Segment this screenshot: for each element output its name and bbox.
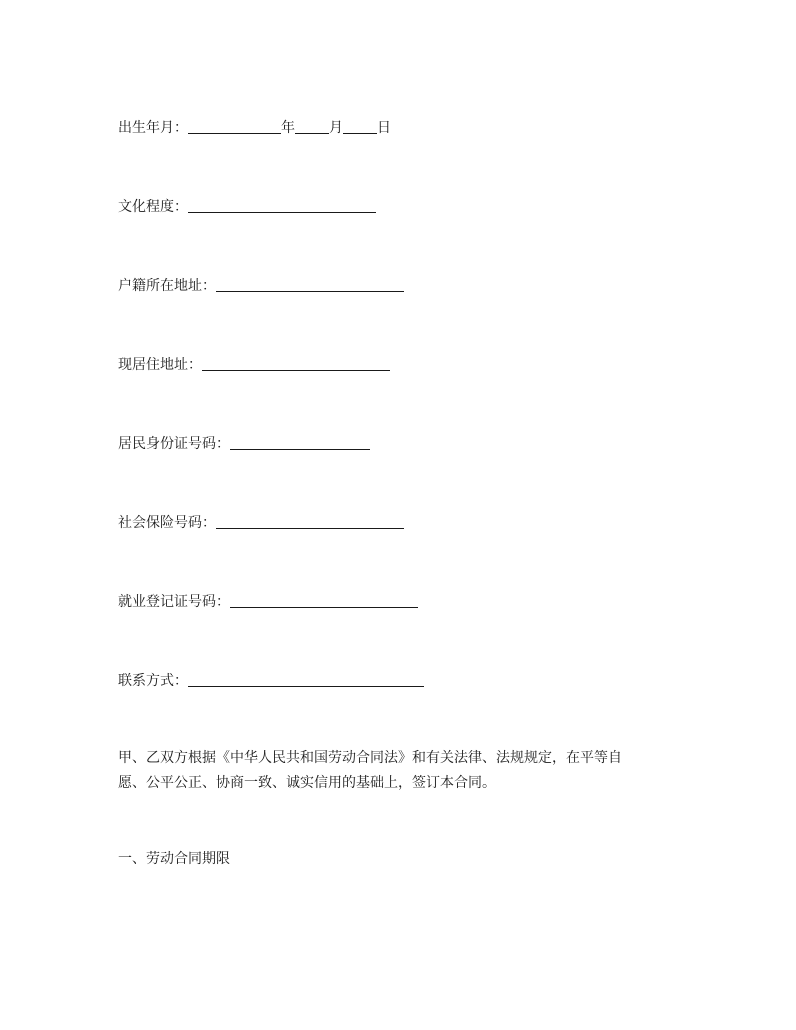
birth-day-blank[interactable]: [343, 119, 377, 134]
residence-address-blank[interactable]: [202, 356, 390, 371]
birth-date-label: 出生年月：: [118, 120, 188, 136]
preamble-line-1: 甲、乙双方根据《中华人民共和国劳动合同法》和有关法律、法规规定，在平等自: [118, 750, 622, 766]
employment-registration-row: [118, 592, 418, 612]
education-blank[interactable]: [188, 198, 376, 213]
education-label: 文化程度：: [118, 199, 188, 215]
residence-address-label: 现居住地址：: [118, 357, 202, 373]
social-insurance-blank[interactable]: [216, 514, 404, 529]
id-number-row: [118, 434, 370, 454]
id-number-label: 居民身份证号码：: [118, 436, 230, 452]
contact-label: 联系方式：: [118, 673, 188, 689]
hukou-address-label: 户籍所在地址：: [118, 278, 216, 294]
preamble-line-2: 愿、公平公正、协商一致、诚实信用的基础上，签订本合同。: [118, 775, 496, 791]
contact-row: [118, 671, 424, 691]
id-number-blank[interactable]: [230, 435, 370, 450]
birth-year-suffix: 年: [281, 120, 295, 136]
hukou-address-blank[interactable]: [216, 277, 404, 292]
preamble-paragraph: [118, 746, 688, 796]
birth-month-suffix: 月: [329, 120, 343, 136]
birth-year-blank[interactable]: [188, 119, 281, 134]
birth-month-blank[interactable]: [295, 119, 329, 134]
employment-registration-blank[interactable]: [230, 593, 418, 608]
employment-registration-label: 就业登记证号码：: [118, 594, 230, 610]
hukou-address-row: [118, 276, 404, 296]
social-insurance-row: [118, 513, 404, 533]
contact-blank[interactable]: [188, 672, 424, 687]
birth-day-suffix: 日: [377, 120, 391, 136]
section-heading-contract-term: [118, 849, 230, 869]
section-heading-text: 一、劳动合同期限: [118, 851, 230, 867]
birth-date-row: [118, 118, 391, 138]
social-insurance-label: 社会保险号码：: [118, 515, 216, 531]
residence-address-row: [118, 355, 390, 375]
education-row: [118, 197, 376, 217]
